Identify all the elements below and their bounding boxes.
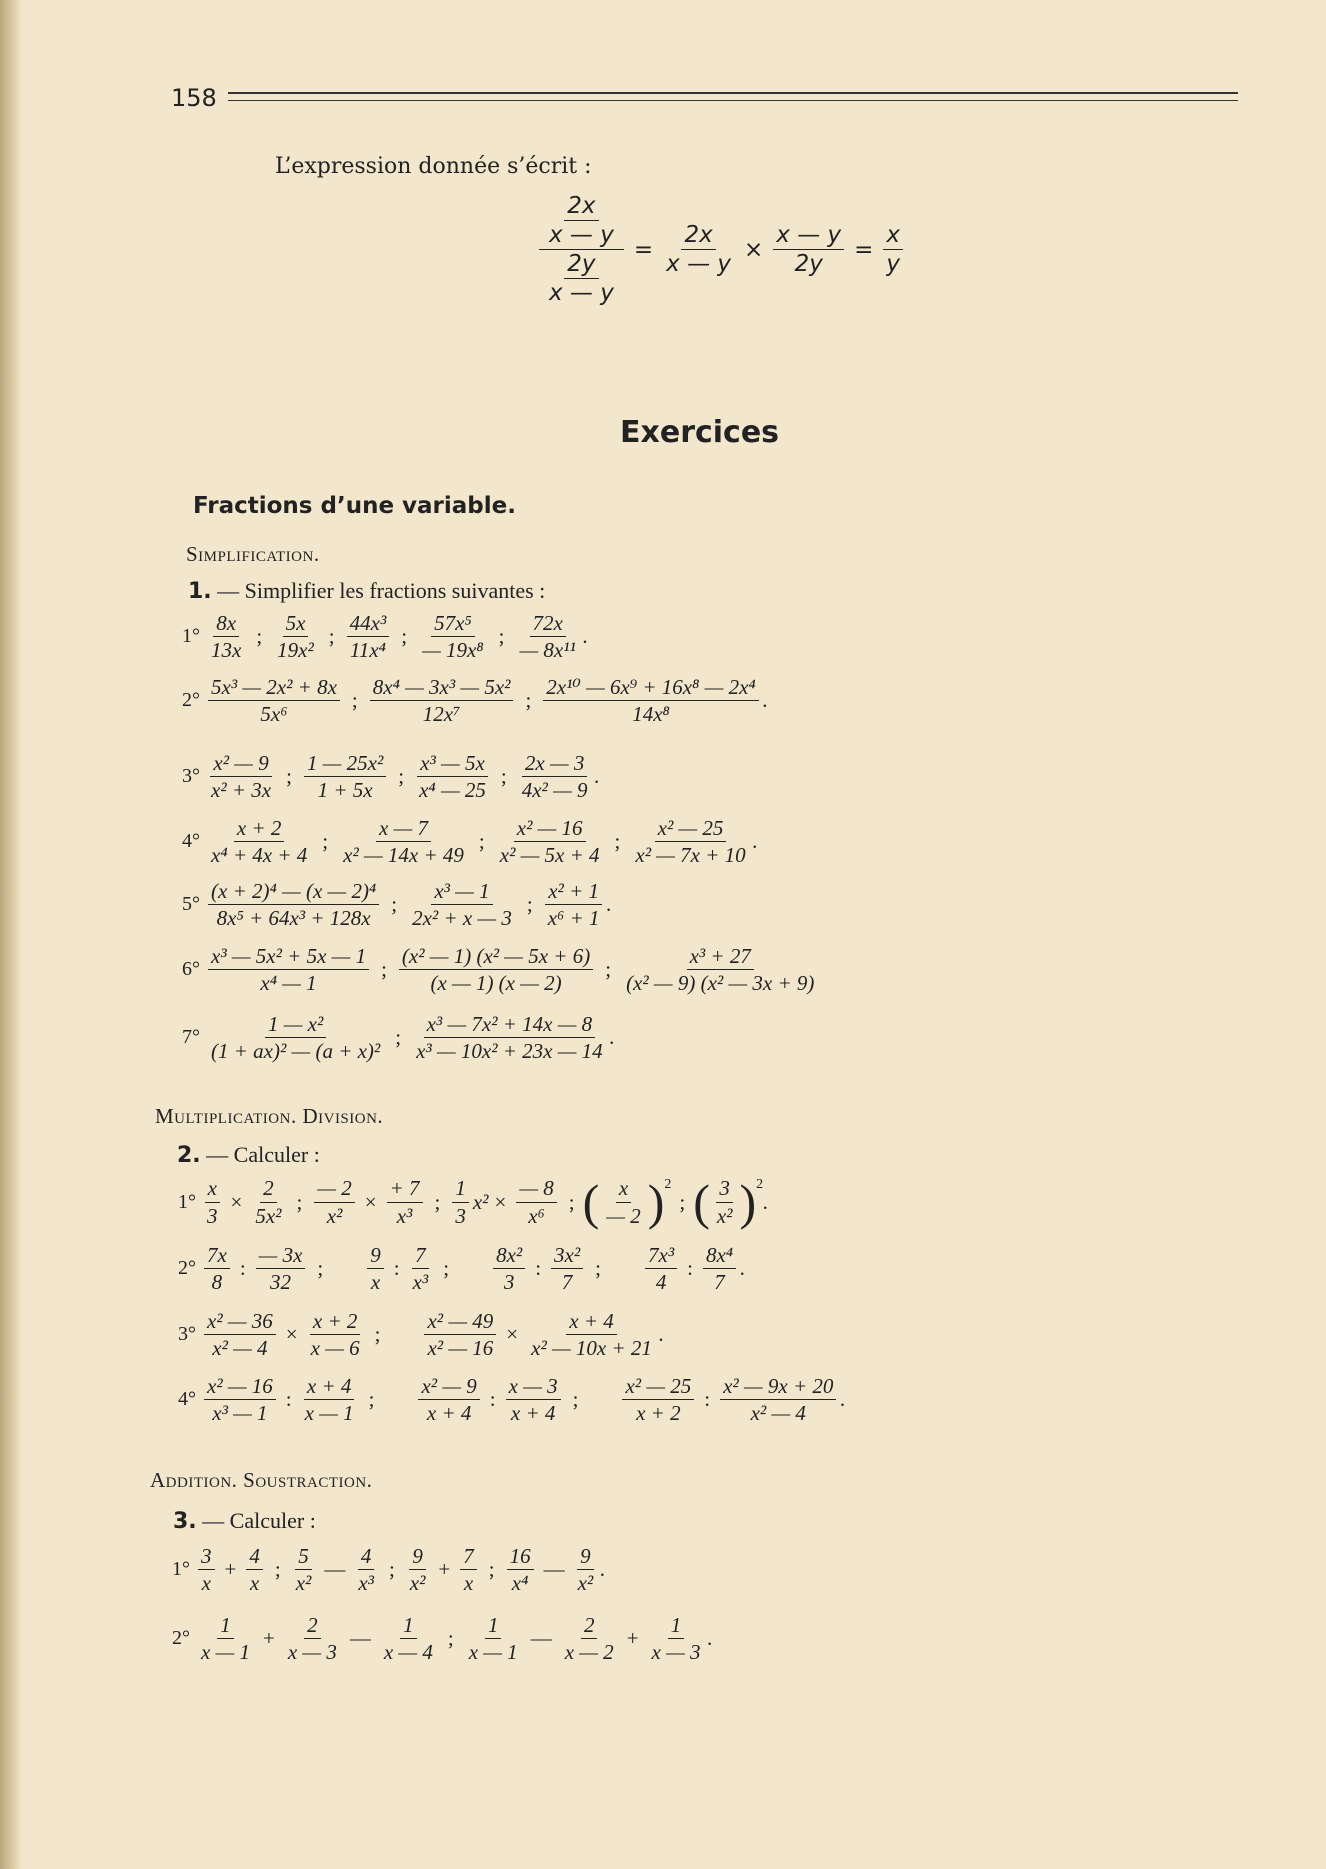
ex1-row-7: 7° $\frac{\text{1 — x²}}{\text{(1 + ax)² — (a + x)²}}$ ; $\frac{\text{x³ — 7x² + 14x — 8}}{\text{x³ — 10x² + 23x — 14}}$ .: [182, 1012, 615, 1064]
ex2-row-2: 2° $\frac{7x}{8}$ : $\frac{— 3x}{32}$ ; $\frac{9}{x}$ : $\frac{7}{\text{x³}}$ ; $\frac{\text{8x²}}{3}$ : $\frac{\text{3x²}}{7}$ ; $\frac{\text{7x³}}{4}$ : $\frac{\text{8x⁴}}{7}$ .: [178, 1243, 746, 1295]
ex1-row-3: 3° $\frac{\text{x² — 9}}{\text{x² + 3x}}$ ; $\frac{\text{1 — 25x²}}{1 + 5x}$ ; $\frac{\text{x³ — 5x}}{\text{x⁴ — 25}}$ ; $\frac{2x — 3}{\text{4x² — 9}}$ .: [182, 751, 600, 803]
header-rule-bottom: [228, 100, 1238, 101]
heading-simplification: Simplification.: [186, 542, 320, 566]
ex3-row-2: 2° $\frac{1}{x — 1}$ + $\frac{2}{x — 3}$ — $\frac{1}{x — 4}$ ; $\frac{1}{x — 1}$ — $\frac{2}{x — 2}$ + $\frac{1}{x — 3}$ .: [172, 1613, 713, 1665]
ex2-row-3: 3° $\frac{\text{x² — 36}}{\text{x² — 4}}$ × $\frac{x + 2}{x — 6}$ ; $\frac{\text{x² — 49}}{\text{x² — 16}}$ × $\frac{x + 4}{\text{x² — 10x + 21}}$ .: [178, 1309, 665, 1361]
exercise-2-title: 2. — Calculer :: [177, 1142, 320, 1168]
heading-multiplication: Multiplication. Division.: [155, 1104, 384, 1128]
ex1-row-2: 2° $\frac{\text{5x³ — 2x² + 8x}}{\text{5x⁶}}$ ; $\frac{\text{8x⁴ — 3x³ — 5x²}}{\text{12x⁷}}$ ; $\frac{\text{2x¹⁰ — 6x⁹ + 16x⁸ — 2x⁴}}{\text{14x⁸}}$ .: [182, 675, 768, 727]
ex3-row-1: 1° $\frac{3}{x}$ + $\frac{4}{x}$ ; $\frac{5}{\text{x²}}$ — $\frac{4}{\text{x³}}$ ; $\frac{9}{\text{x²}}$ + $\frac{7}{x}$ ; $\frac{16}{\text{x⁴}}$ — $\frac{9}{\text{x²}}$ .: [172, 1544, 606, 1596]
exercise-3-title: 3. — Calculer :: [173, 1508, 316, 1534]
ex1-row-4: 4° $\frac{x + 2}{\text{x⁴ + 4x + 4}}$ ; $\frac{x — 7}{\text{x² — 14x + 49}}$ ; $\frac{\text{x² — 16}}{\text{x² — 5x + 4}}$ ; $\frac{\text{x² — 25}}{\text{x² — 7x + 10}}$ .: [182, 816, 758, 868]
header-rule-top: [228, 92, 1238, 94]
top-equation: $\frac{\frac{2x}{x — y}}{\frac{2y}{x — y}}$ = $\frac{2x}{x — y}$ × $\frac{x — y}{2y}$ = $\frac{x}{y}$: [535, 194, 907, 306]
section-subtitle: Fractions d’une variable.: [193, 493, 516, 519]
complex-fraction: $\frac{\frac{2x}{x — y}}{\frac{2y}{x — y}}$: [539, 194, 624, 306]
ex1-row-1: 1° $\frac{8x}{13x}$ ; $\frac{5x}{\text{19x²}}$ ; $\frac{\text{44x³}}{\text{11x⁴}}$ ; $\frac{\text{57x⁵}}{\text{— 19x⁸}}$ ; $\frac{72x}{\text{— 8x¹¹}}$ .: [182, 611, 589, 663]
intro-text: L’expression donnée s’écrit :: [275, 154, 592, 179]
ex2-row-4: 4° $\frac{\text{x² — 16}}{\text{x³ — 1}}$ : $\frac{x + 4}{x — 1}$ ; $\frac{\text{x² — 9}}{x + 4}$ : $\frac{x — 3}{x + 4}$ ; $\frac{\text{x² — 25}}{x + 2}$ : $\frac{\text{x² — 9x + 20}}{\text{x² — 4}}$ .: [178, 1374, 846, 1426]
ex2-row-1: 1° $\frac{x}{3}$ × $\frac{2}{\text{5x²}}$ ; $\frac{— 2}{\text{x²}}$ × $\frac{+ 7}{\text{x³}}$ ; $\frac{1}{3}$ x² × $\frac{— 8}{\text{x⁶}}$ ; ( $\frac{x}{— 2}$ ) $^2$ ; ( $\frac{3}{\text{x²}}$ ) $^2$ .: [178, 1174, 769, 1230]
page-number: 158: [171, 84, 217, 112]
ex1-row-5: 5° $\frac{\text{(x + 2)⁴ — (x — 2)⁴}}{\text{8x⁵ + 64x³ + 128x}}$ ; $\frac{\text{x³ — 1}}{\text{2x² + x — 3}}$ ; $\frac{\text{x² + 1}}{\text{x⁶ + 1}}$ .: [182, 879, 612, 931]
exercise-1-title: 1. — Simplifier les fractions suivantes :: [188, 578, 546, 604]
heading-addition: Addition. Soustraction.: [150, 1468, 373, 1492]
book-spine-shadow: [0, 0, 22, 1869]
page-title: Exercices: [620, 415, 780, 450]
ex1-row-6: 6° $\frac{\text{x³ — 5x² + 5x — 1}}{\text{x⁴ — 1}}$ ; $\frac{\text{(x² — 1) (x² — 5x + 6)}}{(x — 1) (x — 2)}$ ; $\frac{\text{x³ + 27}}{\text{(x² — 9) (x² — 3x + 9)}}$: [182, 944, 815, 996]
